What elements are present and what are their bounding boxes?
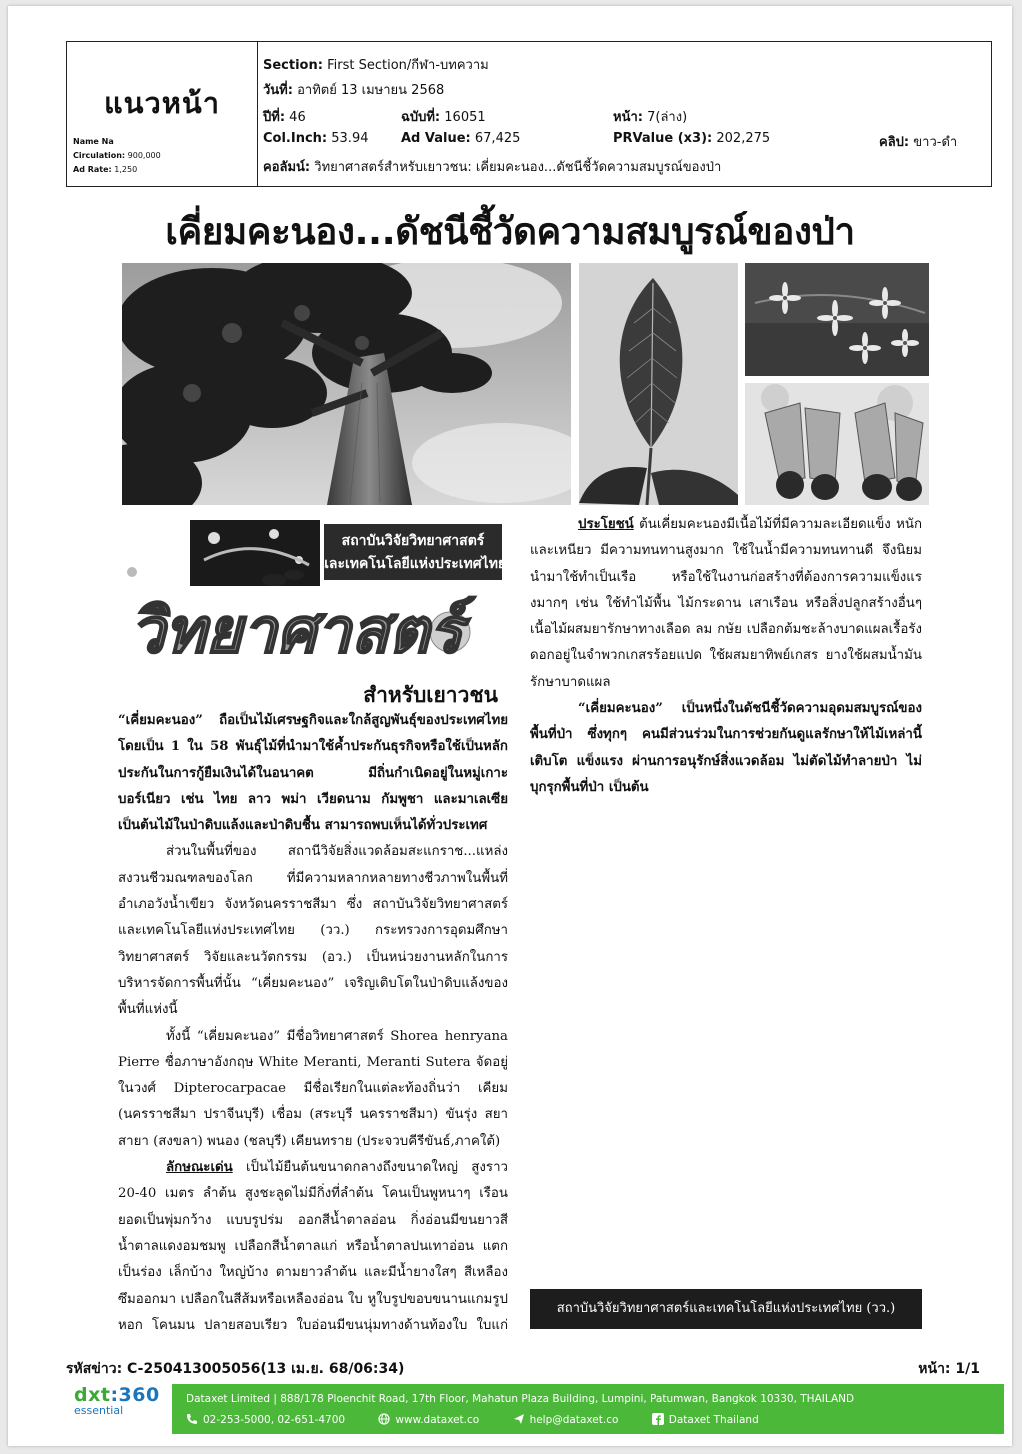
leaf-photo: [579, 263, 738, 505]
company-address: Dataxet Limited | 888/178 Ploenchit Road, 17th Floor, Mahatun Plaza Building, Lumpini, Patumwan, Bangkok 10330, THAILAND: [186, 1393, 855, 1405]
dataxet-logo: [74, 1384, 164, 1432]
article-paragraph-3: ทั้งนี้ “เคี่ยมคะนอง” มีชื่อวิทยาศาสตร์ Shorea henryana Pierre ชื่อภาษาอังกฤษ White Meranti, Meranti Sutera จัดอยู่ในวงศ์ Dipterocarpacae มีชื่อเรียกในแต่ละท้องถิ่นว่า เคียม (นครราชสีมา ปราจีนบุรี) เชื่อม (สระบุรี นครราชสีมา) ขันรุ่ง สยา สายา (สงขลา) พนอง (ชลบุรี) เคียนทราย (ประจวบคีรีขันธ์,ภาคใต้): [118, 1028, 508, 1149]
logo-num: :360: [110, 1384, 160, 1406]
article-conclusion: “เคี่ยมคะนอง” เป็นหนึ่งในดัชนีชี้วัดความอุดมสมบูรณ์ของพื้นที่ป่า ซึ่งทุกๆ คนมีส่วนร่วมในการช่วยกันดูแลรักษาให้ไม้เหล่านี้เติบโต แข็งแรง ผ่านการอนุรักษ์สิ่งแวดล้อม ไม่ตัดไม้ทำลายป่า ไม่บุกรุกพื้นที่ป่า เป็นต้น: [530, 701, 922, 795]
clipping-metadata: [263, 42, 991, 186]
contact-row: [186, 1413, 789, 1426]
page-ref: หน้า: 7(ล่าง): [613, 110, 688, 125]
logo-sub-text: สำหรับเยาวชน: [363, 683, 498, 707]
logo-line1: สถาบันวิจัยวิทยาศาสตร์: [341, 533, 485, 549]
news-id: รหัสข่าว: C-250413005056(13 เม.ย. 68/06:34): [66, 1361, 405, 1377]
facebook-icon: [652, 1413, 664, 1425]
publication-name: แนวหน้า: [103, 86, 221, 120]
circulation: Circulation: 900,000: [73, 151, 161, 160]
ad-value: Ad Value: 67,425: [401, 131, 521, 146]
clipping-page: [8, 6, 1012, 1446]
phone-contact[interactable]: 02-253-5000, 02-651-4700: [186, 1414, 348, 1426]
date-line: วันที่: อาทิตย์ 13 เมษายน 2568: [263, 83, 445, 98]
article-column-left: [118, 708, 508, 1336]
photo-credit-caption: สถาบันวิจัยวิทยาศาสตร์และเทคโนโลยีแห่งประเทศไทย (วว.): [530, 1289, 922, 1329]
clip-color: คลิป: ขาว-ดำ: [879, 135, 958, 150]
pr-value: PRValue (x3): 202,275: [613, 131, 771, 146]
fruit-photo: [745, 383, 929, 505]
website-link[interactable]: www.dataxet.co: [378, 1414, 482, 1426]
section-line: Section: First Section/กีฬา-บทความ: [263, 58, 489, 73]
tree-photo: [122, 263, 571, 505]
issue: ฉบับที่: 16051: [401, 110, 486, 125]
article-paragraph-2: ส่วนในพื้นที่ของ สถานีวิจัยสิ่งแวดล้อมสะแกราช...แหล่งสงวนชีวมณฑลของโลก ที่มีความหลากหลายทางชีวภาพในพื้นที่ อำเภอวังน้ำเขียว จังหวัดนครราชสีมา ซึ่ง สถาบันวิจัยวิทยาศาสตร์และเทคโนโลยีแห่งประเทศไทย (วว.) กระทรวงการอุดมศึกษา วิทยาศาสตร์ วิจัยและนวัตกรรม (อว.) เป็นหน่วยงานหลักในการบริหารจัดการพื้นที่นั้น “เคี่ยมคะนอง” เจริญเติบโตในป่าดิบแล้งของพื้นที่แห่งนี้: [118, 844, 508, 1018]
year: ปีที่: 46: [263, 110, 306, 125]
logo-main: dxt: [74, 1384, 111, 1406]
footer-contact-bar: [172, 1384, 1004, 1434]
headline: เคี่ยมคะนอง...ดัชนีชี้วัดความสมบูรณ์ของป่า: [165, 210, 855, 253]
publication-panel: [67, 42, 258, 186]
article-continuation: [530, 512, 922, 801]
logo-sub: essential: [74, 1404, 124, 1417]
globe-icon: [378, 1413, 390, 1425]
flower-photo: [745, 263, 929, 376]
facebook-link[interactable]: Dataxet Thailand: [652, 1414, 759, 1426]
article-column-right: [530, 512, 922, 1282]
name-label: Name Na: [73, 137, 114, 146]
col-inch: Col.Inch: 53.94: [263, 131, 369, 146]
science-for-youth-logo: [124, 520, 506, 710]
clipping-header: [66, 41, 992, 187]
article-lead: “เคี่ยมคะนอง” ถือเป็นไม้เศรษฐกิจและใกล้สูญพันธุ์ของประเทศไทย โดยเป็น 1 ใน 58 พันธุ์ไม้ที่นำมาใช้ค้ำประกันธุรกิจหรือใช้เป็นหลักประกันในการกู้ยืมเงินได้ในอนาคต มีถิ่นกำเนิดอยู่ในหมู่เกาะบอร์เนียว เช่น ไทย ลาว พม่า เวียดนาม กัมพูชา และมาเลเซีย เป็นต้นไม้ในป่าดิบแล้งและป่าดิบชื้น สามารถพบเห็นได้ทั่วประเทศ: [118, 713, 508, 834]
send-icon: [513, 1413, 525, 1425]
page-number: หน้า: 1/1: [918, 1361, 980, 1377]
logo-line2: และเทคโนโลยีแห่งประเทศไทย: [319, 556, 506, 572]
article-paragraph-5: ประโยชน์ ต้นเคี่ยมคะนองมีเนื้อไม้ที่มีความละเอียดแข็ง หนัก และเหนียว มีความทนทานสูงมาก ใช้ในน้ำมีความทนทานดี จึงนิยมนำมาใช้ทำเป็นเรือ หรือใช้ในงานก่อสร้างที่ต้องการความแข็งแรงมากๆ เช่น ใช้ทำไม้พื้น ไม้กระดาน เสาเรือน หรือสิ่งปลูกสร้างอื่นๆ เนื้อไม้ผสมยารักษาทางเลือด ลม กษัย เปลือกต้มชะล้างบาดแผลเรื้อรังดอกอยู่ในจำพวกเกสรร้อยแปด ใช้ผสมยาทิพย์เกสร ยางใช้ผสมน้ำมันรักษาบาดแผล: [530, 517, 922, 690]
phone-icon: [186, 1413, 198, 1425]
article-paragraph-4: ลักษณะเด่น เป็นไม้ยืนต้นขนาดกลางถึงขนาดใหญ่ สูงราว 20-40 เมตร ลำต้น สูงชะลูดไม่มีกิ่งที่ลำต้น โคนเป็นพูหนาๆ เรือนยอดเป็นพุ่มกว้าง แบบรูปร่ม ออกสีน้ำตาลอ่อน กิ่งอ่อนมีขนยาวสีน้ำตาลแดงอมชมพู เปลือกสีน้ำตาลแก่ หรือน้ำตาลปนเทาอ่อน แตกเป็นร่อง เล็กบ้าง ใหญ่บ้าง ตามยาวลำต้น และมีน้ำยางใสๆ สีเหลืองซึมออกมา เปลือกในสีส้มหรือเหลืองอ่อน ใบ หูใบรูปขอบขนานแกมรูปหอก โคนมน ปลายสอบเรียว ใบอ่อนมีขนนุ่มทางด้านท้องใบ ใบแก่: [118, 1160, 508, 1333]
column-line: คอลัมน์: วิทยาศาสตร์สำหรับเยาวชน: เคี่ยมคะนอง...ดัชนีชี้วัดความสมบูรณ์ของป่า: [263, 160, 722, 175]
logo-big-text: วิทยาศาสตร์: [130, 594, 463, 667]
ad-rate: Ad Rate: 1,250: [73, 165, 138, 174]
email-link[interactable]: help@dataxet.co: [513, 1414, 622, 1426]
